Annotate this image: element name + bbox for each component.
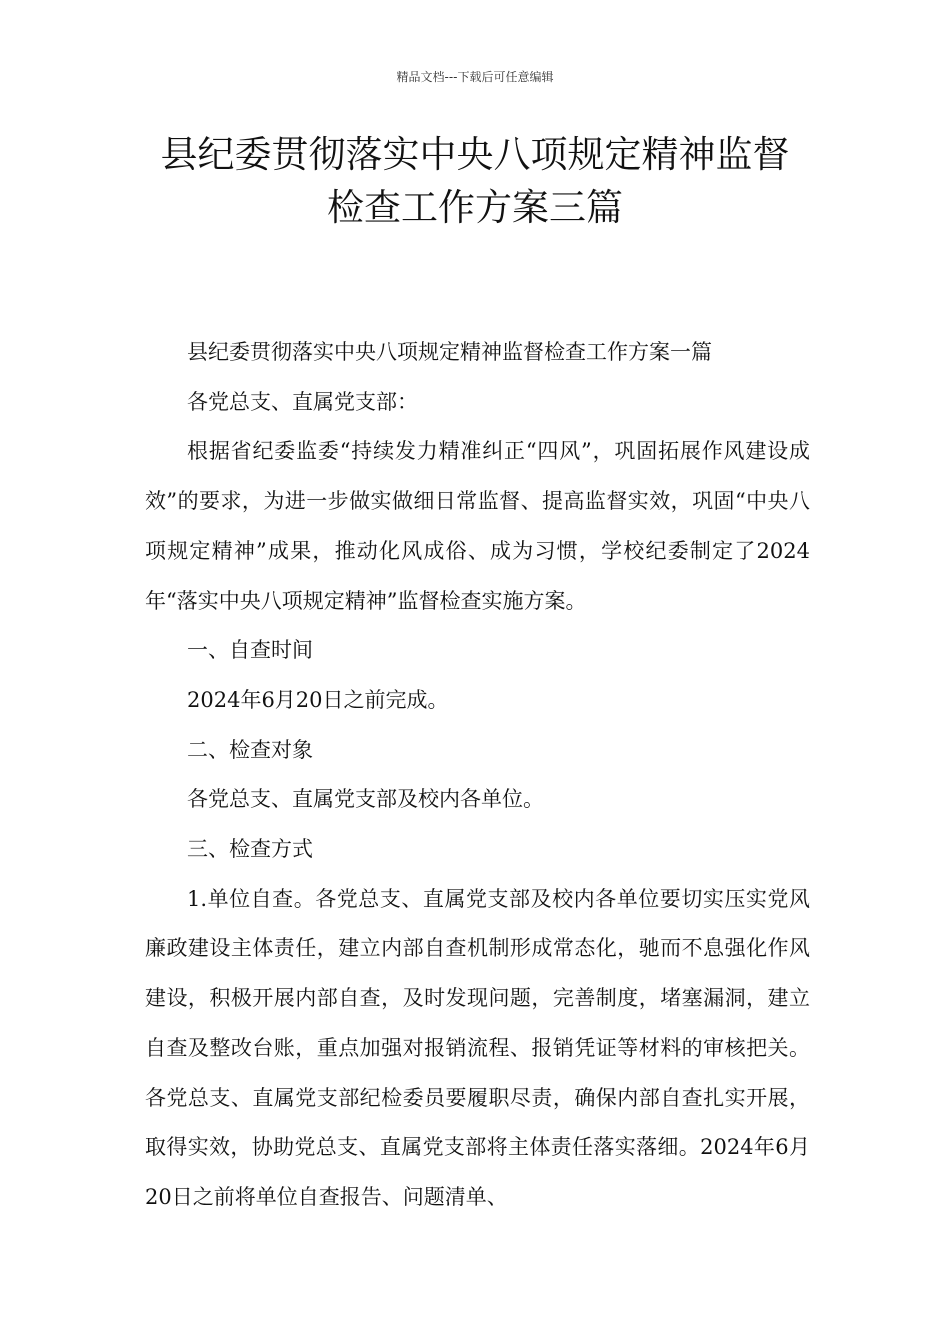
title-line-1: 县纪委贯彻落实中央八项规定精神监督 [160, 133, 790, 176]
document-body [145, 328, 810, 1223]
intro-paragraph: 根据省纪委监委“持续发力精准纠正“四风”，巩固拓展作风建设成效”的要求，为进一步做实做细日常监督、提高监督实效，巩固“中央八项规定精神”成果，推动化风成俗、成为习惯，学校纪委制定了2024年“落实中央八项规定精神”监督检查实施方案。 [145, 439, 810, 613]
section-body-2: 各党总支、直属党支部及校内各单位。 [187, 787, 544, 812]
section-body-3: 1.单位自查。各党总支、直属党支部及校内各单位要切实压实党风廉政建设主体责任，建立内部自查机制形成常态化，驰而不息强化作风建设，积极开展内部自查，及时发现问题，完善制度，堵塞漏洞，建立自查及整改台账，重点加强对报销流程、报销凭证等材料的审核把关。各党总支、直属党支部纪检委员要履职尽责，确保内部自查扎实开展，取得实效，协助党总支、直属党支部将主体责任落实落细。2024年6月20日之前将单位自查报告、问题清单、 [145, 886, 810, 1209]
section-heading-3: 三、检查方式 [187, 837, 313, 862]
section-heading-1: 一、自查时间 [187, 638, 313, 663]
section-heading-2: 二、检查对象 [187, 737, 313, 762]
section-body-1: 2024年6月20日之前完成。 [187, 687, 449, 712]
title-line-2: 检查工作方案三篇 [327, 186, 623, 229]
header-note: 精品文档---下载后可任意编辑 [396, 70, 554, 84]
salutation-paragraph: 各党总支、直属党支部： [187, 389, 418, 414]
subtitle-paragraph: 县纪委贯彻落实中央八项规定精神监督检查工作方案一篇 [187, 340, 712, 364]
document-title [120, 128, 830, 234]
